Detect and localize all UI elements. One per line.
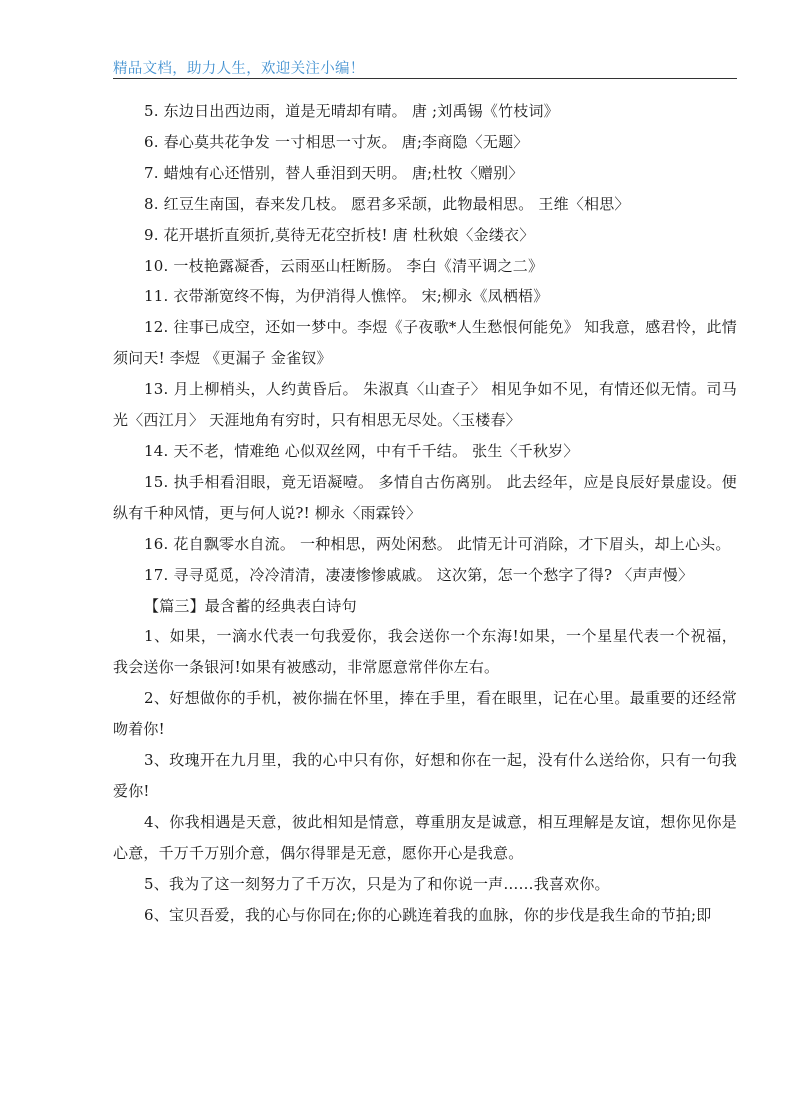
paragraph: 9. 花开堪折直须折,莫待无花空折枝! 唐 杜秋娘〈金缕衣〉 xyxy=(144,225,535,244)
header-divider xyxy=(113,78,737,79)
paragraph: 14. 天不老，情难绝 心似双丝网，中有千千结。 张生〈千秋岁〉 xyxy=(144,441,579,460)
paragraph: 15. 执手相看泪眼，竟无语凝噎。 多情自古伤离别。 此去经年，应是良辰好景虚设。便纵有千种风情，更与何人说?! 柳永〈雨霖铃〉 xyxy=(113,472,737,522)
paragraph: 11. 衣带渐宽终不悔，为伊消得人憔悴。 宋;柳永《凤栖梧》 xyxy=(144,287,549,306)
section-heading: 【篇三】最含蓄的经典表白诗句 xyxy=(144,596,357,615)
paragraph: 10. 一枝艳露凝香，云雨巫山枉断肠。 李白《清平调之二》 xyxy=(144,256,544,275)
paragraph: 5. 东边日出西边雨，道是无晴却有晴。 唐 ;刘禹锡《竹枝词》 xyxy=(144,102,559,120)
document-body xyxy=(113,96,737,930)
paragraph: 16. 花自飘零水自流。 一种相思，两处闲愁。 此情无计可消除，才下眉头，却上心头。 xyxy=(144,534,731,553)
paragraph: 3、玫瑰开在九月里，我的心中只有你，好想和你在一起，没有什么送给你，只有一句我爱你! xyxy=(113,751,737,800)
paragraph: 17. 寻寻觅觅，冷冷清清，凄凄惨惨戚戚。 这次第，怎一个愁字了得? 〈声声慢〉 xyxy=(144,565,694,584)
paragraph: 12. 往事已成空，还如一梦中。李煜《子夜歌*人生愁恨何能免》 知我意，感君怜，此情须问天! 李煜 《更漏子 金雀钗》 xyxy=(113,318,737,368)
page-header-text: 精品文档，助力人生，欢迎关注小编！ xyxy=(113,61,365,77)
paragraph: 7. 蜡烛有心还惜别，替人垂泪到天明。 唐;杜牧〈赠别〉 xyxy=(144,163,524,182)
paragraph: 1、如果，一滴水代表一句我爱你，我会送你一个东海!如果，一个星星代表一个祝福，我会送你一条银河!如果有被感动，非常愿意常伴你左右。 xyxy=(113,627,737,677)
paragraph: 2、好想做你的手机，被你揣在怀里，捧在手里，看在眼里，记在心里。最重要的还经常吻着你! xyxy=(113,689,737,739)
paragraph: 6、宝贝吾爱，我的心与你同在;你的心跳连着我的血脉，你的步伐是我生命的节拍;即 xyxy=(144,905,712,924)
paragraph: 6. 春心莫共花争发 一寸相思一寸灰。 唐;李商隐〈无题〉 xyxy=(144,132,529,151)
paragraph: 13. 月上柳梢头，人约黄昏后。 朱淑真〈山查子〉 相见争如不见，有情还似无情。司马光〈西江月〉 天涯地角有穷时，只有相思无尽处。〈玉楼春〉 xyxy=(113,380,737,430)
paragraph: 4、你我相遇是天意，彼此相知是情意，尊重朋友是诚意，相互理解是友谊，想你见你是心意，千万千万别介意，偶尔得罪是无意，愿你开心是我意。 xyxy=(113,812,737,862)
paragraph: 5、我为了这一刻努力了千万次，只是为了和你说一声……我喜欢你。 xyxy=(144,874,610,893)
paragraph: 8. 红豆生南国，春来发几枝。 愿君多采颉，此物最相思。 王维〈相思〉 xyxy=(144,194,630,213)
